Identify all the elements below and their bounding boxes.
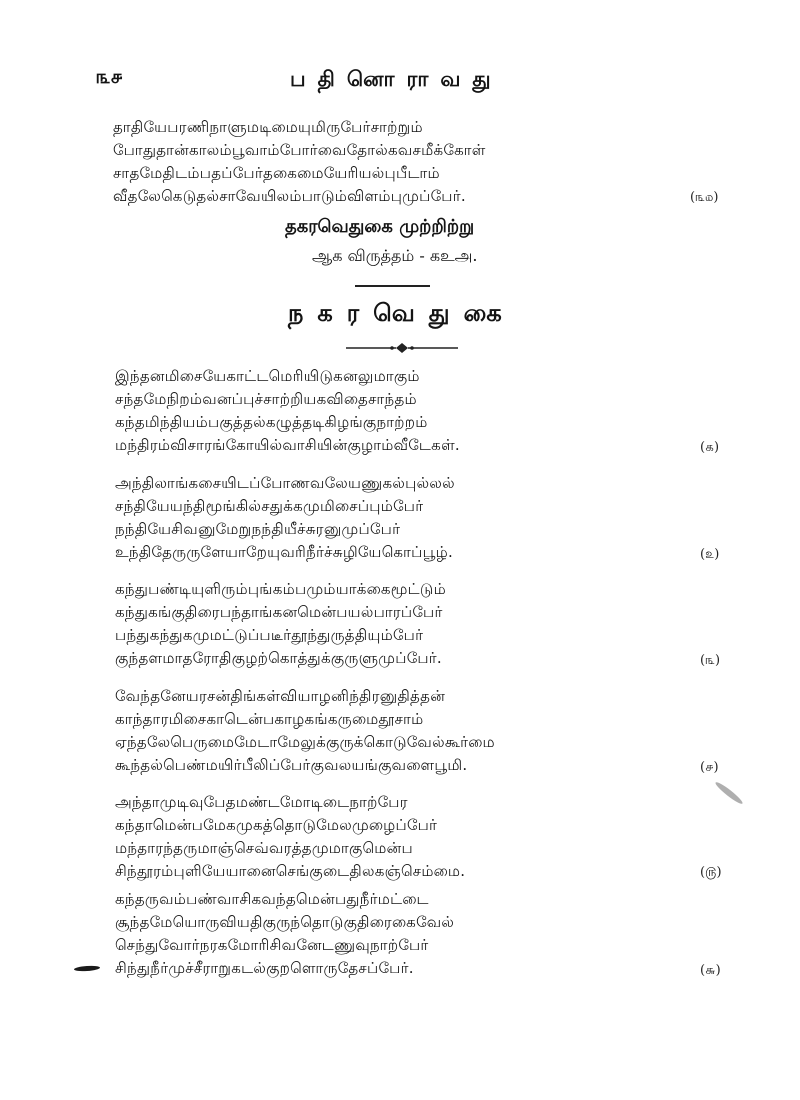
- verse-line: நந்தியேசிவனுமேறுநந்தியீச்சுரனுமுப்பேர்: [115, 520, 401, 538]
- verse-line: கந்துபண்டியுளிரும்புங்கம்பமும்யாக்கைமூட்டும்: [115, 580, 446, 598]
- section-verse-count: ஆக விருத்தம் - கஉஅ.: [312, 246, 478, 265]
- ink-smudge: [714, 780, 744, 806]
- verse-line: கூந்தல்பெண்மயிர்பீலிப்பேர்குவலயங்குவளைபூமி.: [115, 756, 468, 774]
- verse-number: (௩௰): [690, 190, 719, 205]
- verse-line: சிந்துநீர்முச்சீராறுகடல்குறளொருதேசப்பேர்.: [115, 959, 414, 977]
- verse-number: (௨): [700, 547, 720, 562]
- verse-line: சந்தியேயந்திமூங்கில்சதுக்கமுமிசைப்பும்பேர்: [115, 497, 424, 515]
- verse-number: (௩): [700, 653, 721, 668]
- verse-line: செந்துவோர்நரகமோரிசிவனேடணுவுநாற்பேர்: [115, 936, 429, 954]
- verse-line: கந்தருவம்பண்வாசிகவந்தமென்பதுநீர்மட்டை: [115, 890, 429, 908]
- section-title: நகரவெதுகை: [288, 298, 516, 327]
- page-number: ௩௪: [96, 66, 123, 88]
- verse-line: குந்தளமாதரோதிகுழற்கொத்துக்குருளுமுப்பேர்.: [115, 649, 443, 667]
- verse-line: சிந்தூரம்புளியேயானைசெங்குடைதிலகஞ்செம்மை.: [115, 862, 466, 880]
- ornament-divider-icon: [342, 340, 462, 356]
- verse-line: வேந்தனேயரசன்திங்கள்வியாழனிந்திரனுதித்தன்: [115, 687, 446, 705]
- verse-line: அந்திலாங்கசையிடப்போணவலேயணுகல்புல்லல்: [115, 474, 455, 492]
- verse-number: (௪): [700, 760, 719, 775]
- verse-number: (௫): [700, 865, 722, 880]
- page-header-title: பதினொராவது: [290, 66, 503, 91]
- verse-number: (௧): [700, 440, 720, 455]
- verse-line: தாதியேபரணிநாளுமடிமையுமிருபேர்சாற்றும்: [113, 118, 423, 136]
- verse-line: சூந்தமேயொருவியதிகுருந்தொடுகுதிரைகைவேல்: [115, 913, 455, 931]
- verse-line: கந்துகங்குதிரைபந்தாங்கனமென்பயல்பாரப்பேர்: [115, 603, 443, 621]
- verse-line: ஏந்தலேபெருமைமேடாமேலுக்குருக்கொடுவேல்கூர்மை: [115, 733, 495, 751]
- verse-line: கந்தாமென்பமேகமுகத்தொடுமேலமுழைப்பேர்: [115, 816, 438, 834]
- verse-line: பந்துகந்துகமுமட்டுப்படீர்தூந்துருத்தியும்பேர்: [115, 626, 424, 644]
- ink-smudge: [74, 965, 100, 972]
- verse-line: அந்தாமுடிவுபேதமண்டமோடிடைநாற்பேர: [115, 793, 408, 811]
- verse-number: (௬): [700, 963, 721, 978]
- verse-line: சாதமேதிடம்பதப்பேர்தகைமையேரியல்புபீடாம்: [113, 164, 440, 182]
- section-end-heading: தகரவெதுகை முற்றிற்று: [285, 216, 475, 237]
- verse-line: இந்தனமிசையேகாட்டமெரியிடுகனலுமாகும்: [115, 367, 420, 385]
- verse-line: மந்திரம்விசாரங்கோயில்வாசியின்குழாம்வீடேகள்.: [115, 436, 460, 454]
- section-divider: [355, 285, 430, 287]
- verse-line: சந்தமேநிறம்வனப்புச்சாற்றியகவிதைசாந்தம்: [115, 390, 417, 408]
- verse-line: உந்திதேருருளேயாறேயுவரிநீர்ச்சுழியேகொப்பூழ்.: [115, 543, 454, 561]
- verse-line: காந்தாரமிசைகாடென்பகாழகங்கருமைதூசாம்: [115, 710, 424, 728]
- verse-line: போதுதான்காலம்பூவாம்போர்வைதோல்கவசமீக்கோள்: [113, 141, 486, 159]
- verse-line: வீதலேகெடுதல்சாவேயிலம்பாடும்விளம்புமுப்பேர்.: [113, 187, 466, 205]
- verse-line: மந்தாரந்தருமாஞ்செவ்வரத்தமுமாகுமென்ப: [115, 839, 413, 857]
- verse-line: கந்தமிந்தியம்பகுத்தல்கழுத்தடிகிழங்குநாற்றம்: [115, 413, 428, 431]
